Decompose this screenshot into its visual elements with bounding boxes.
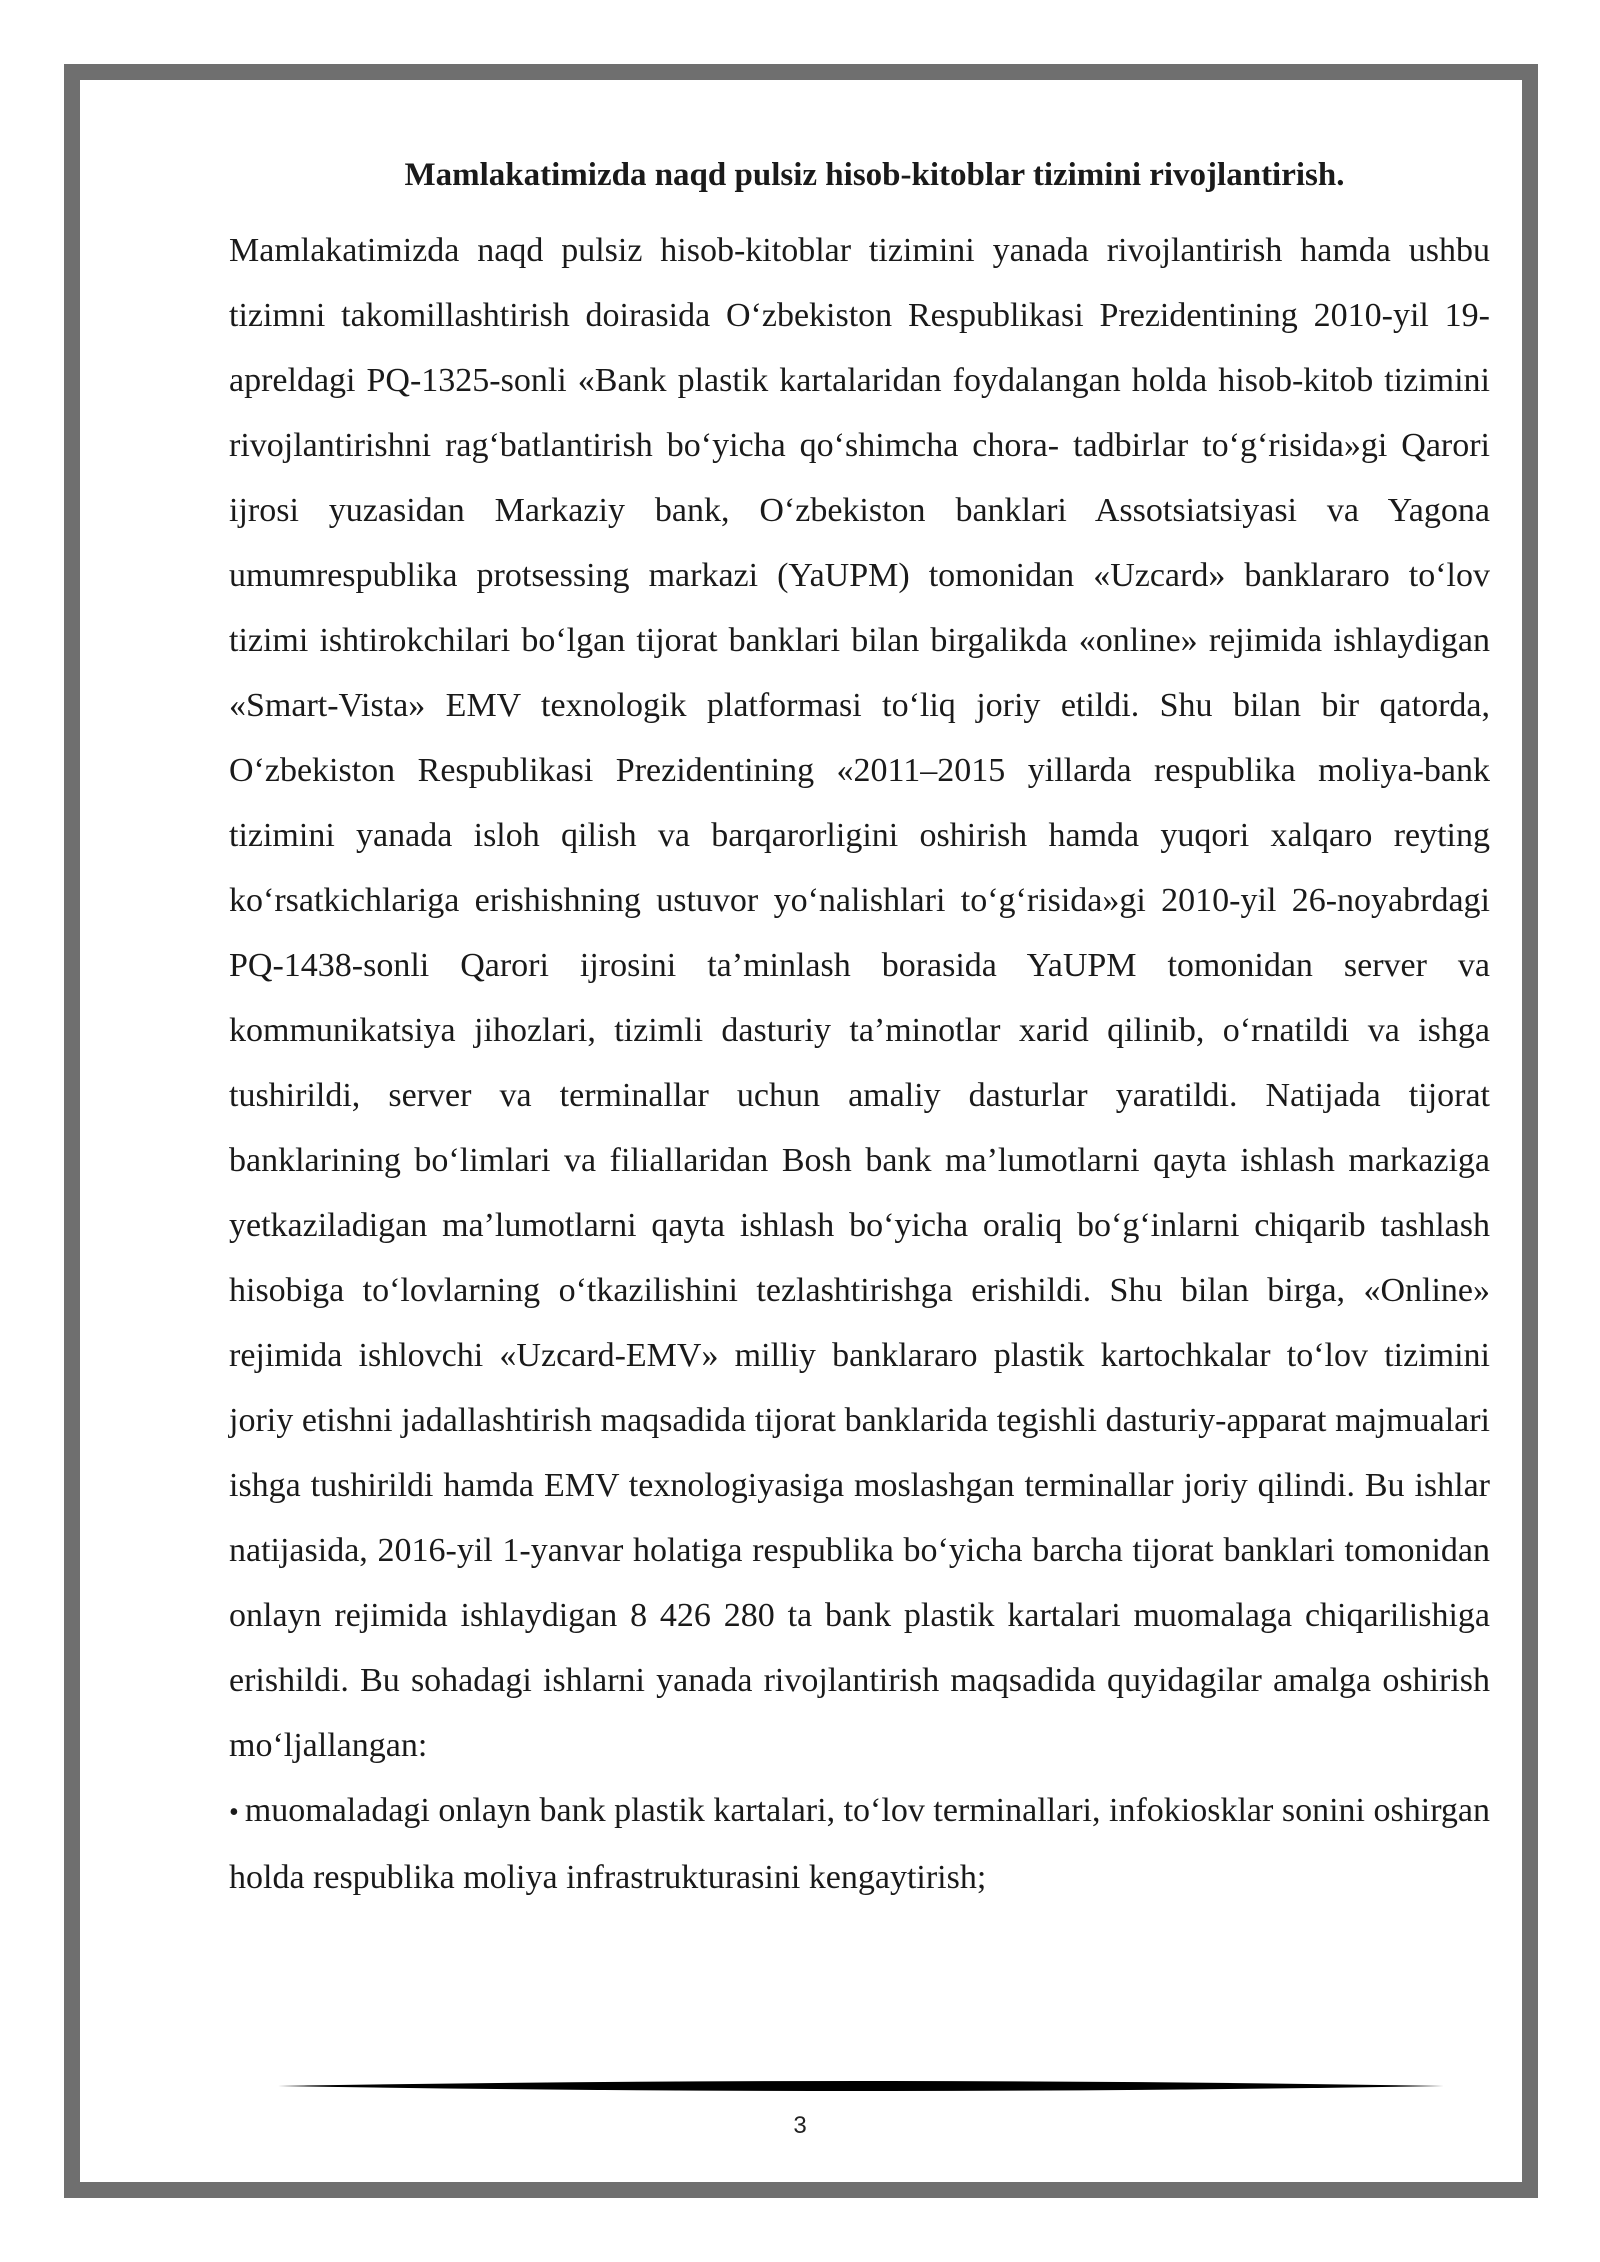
bullet-text: muomaladagi onlayn bank plastik kartalari, to‘lov terminallari, infokiosklar sonini oshirgan holda respublika moliya infrastrukturasini kengaytirish; [229,1792,1490,1896]
footer-divider [278,2078,1444,2094]
document-content [229,152,1490,1910]
body-paragraph: Mamlakatimizda naqd pulsiz hisob-kitoblar tizimini yanada rivojlantirish hamda ushbu tizimni takomillashtirish doirasida O‘zbekiston Respublikasi Prezidentining 2010-yil 19- apreldagi PQ-1325-sonli «Bank plastik kartalaridan foydalangan holda hisob-kitob tizimini rivojlantirishni rag‘batlantirish bo‘yicha qo‘shimcha chora- tadbirlar to‘g‘risida»gi Qarori ijrosi yuzasidan Markaziy bank, O‘zbekiston banklari Assotsiatsiyasi va Yagona umumrespublika protsessing markazi (YaUPM) tomonidan «Uzcard» banklararo to‘lov tizimi ishtirokchilari bo‘lgan tijorat banklari bilan birgalikda «online» rejimida ishlaydigan «Smart-Vista» EMV texnologik platformasi to‘liq joriy etildi. Shu bilan bir qatorda, O‘zbekiston Respublikasi Prezidentining «2011–2015 yillarda respublika moliya-bank tizimini yanada isloh qilish va barqarorligini oshirish hamda yuqori xalqaro reyting ko‘rsatkichlariga erishishning ustuvor yo‘nalishlari to‘g‘risida»gi 2010-yil 26-noyabrdagi PQ-1438-sonli Qarori ijrosini ta’minlash borasida YaUPM tomonidan server va kommunikatsiya jihozlari, tizimli dasturiy ta’minotlar xarid qilinib, o‘rnatildi va ishga tushirildi, server va terminallar uchun amaliy dasturlar yaratildi. Natijada tijorat banklarining bo‘limlari va filiallaridan Bosh bank ma’lumotlarni qayta ishlash markaziga yetkaziladigan ma’lumotlarni qayta ishlash bo‘yicha oraliq bo‘g‘inlarni chiqarib tashlash hisobiga to‘lovlarning o‘tkazilishini tezlashtirishga erishildi. Shu bilan birga, «Online» rejimida ishlovchi «Uzcard-EMV» milliy banklararo plastik kartochkalar to‘lov tizimini joriy etishni jadallashtirish maqsadida tijorat banklarida tegishli dasturiy-apparat majmualari ishga tushirildi hamda EMV texnologiyasiga moslashgan terminallar joriy qilindi. Bu ishlar natijasida, 2016-yil 1-yanvar holatiga respublika bo‘yicha barcha tijorat banklari tomonidan onlayn rejimida ishlaydigan 8 426 280 ta bank plastik kartalari muomalaga chiqarilishiga erishildi. Bu sohadagi ishlarni yanada rivojlantirish maqsadida quyidagilar amalga oshirish mo‘ljallangan: [229,232,1490,1764]
page-number: 3 [793,2112,807,2139]
bullet-list-item [229,1778,1490,1910]
document-title: Mamlakatimizda naqd pulsiz hisob-kitoblar tizimini rivojlantirish. [404,157,1345,193]
bullet-icon: • [229,1797,239,1828]
